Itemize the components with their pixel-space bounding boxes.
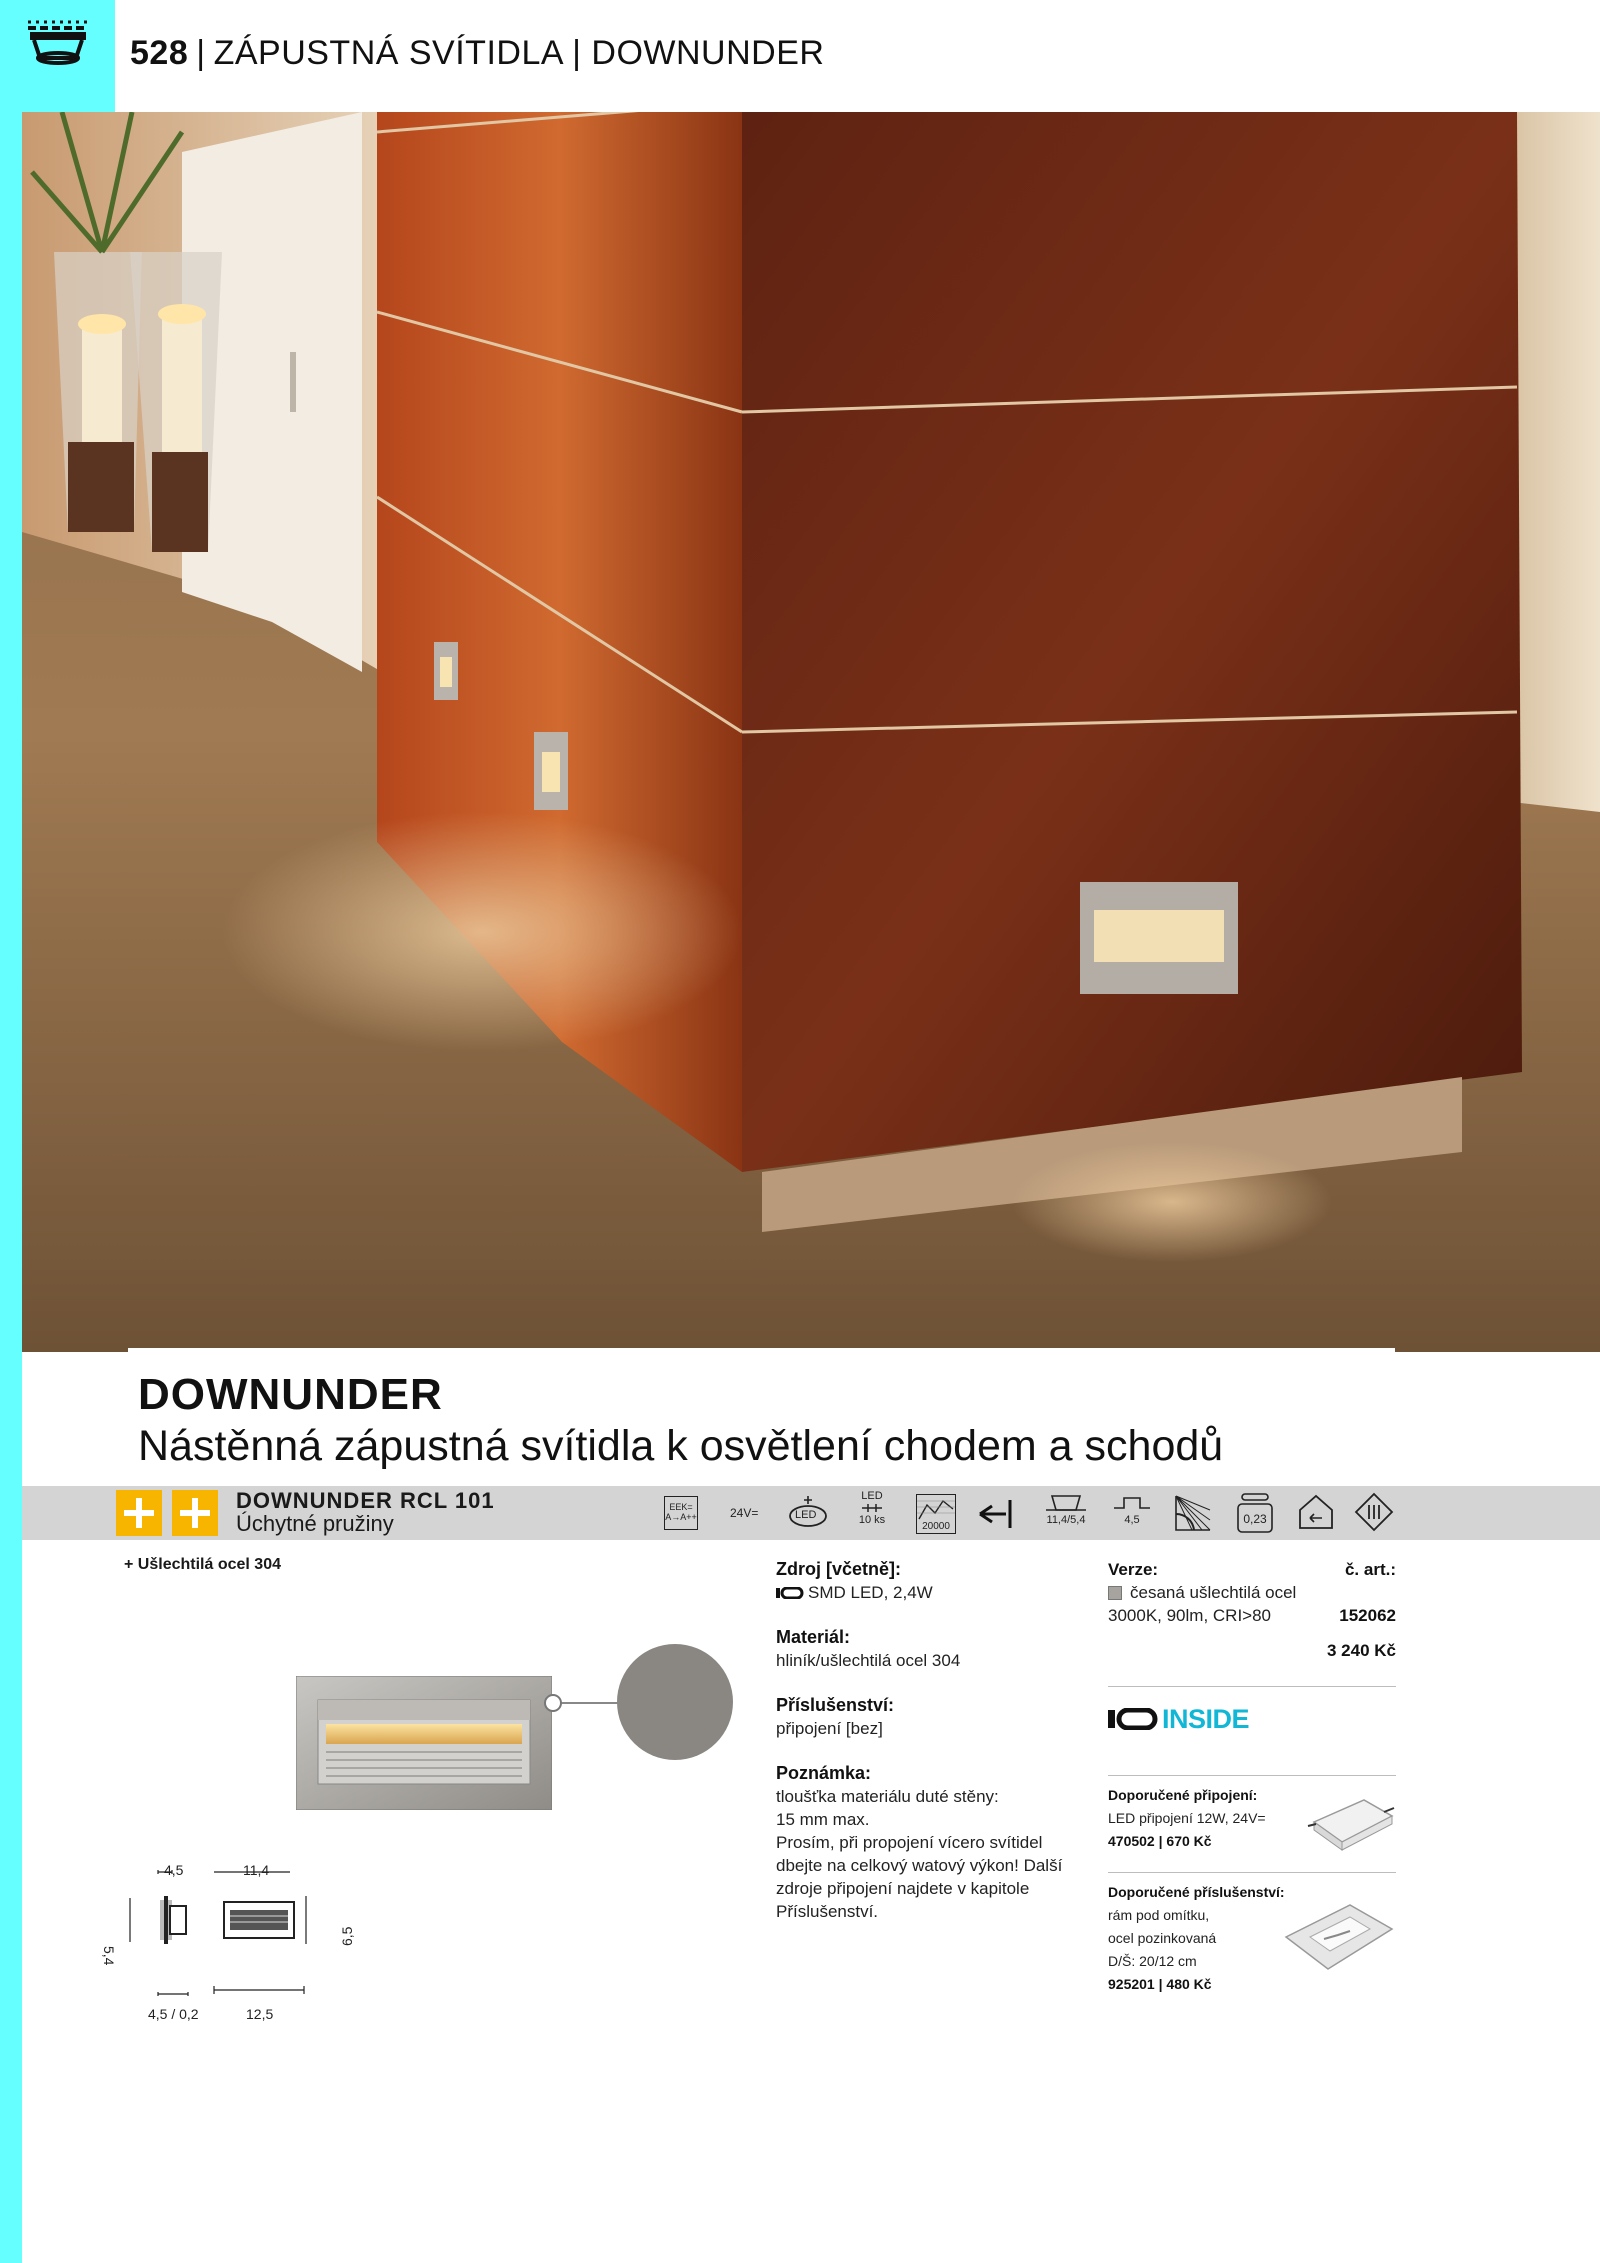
note-line: Příslušenství. (776, 1902, 879, 1921)
product-name: DOWNUNDER (138, 1370, 443, 1419)
weight-icon: 0,23 (1236, 1492, 1274, 1534)
section-title: ZÁPUSTNÁ SVÍTIDLA | DOWNUNDER (213, 34, 825, 72)
mounting-type: Úchytné pružiny (236, 1511, 394, 1536)
divider (1108, 1872, 1396, 1873)
finish-swatch (617, 1644, 733, 1760)
plus-badge-icon (116, 1490, 162, 1536)
dim-top-left: 4,5 (164, 1862, 184, 1878)
dim-right: 6,5 (339, 1926, 355, 1946)
divider (1108, 1686, 1396, 1687)
plus-badge-icon (172, 1490, 218, 1536)
accessory-line: D/Š: 20/12 cm (1108, 1953, 1197, 1969)
title-box (128, 1348, 1395, 1486)
page-edge-bar (0, 0, 22, 2263)
swatch-connector (552, 1702, 622, 1704)
mounting-depth-icon: 4,5 (1110, 1492, 1154, 1526)
variants-column (1108, 1558, 1396, 1996)
led-bulb-icon: LED (786, 1494, 830, 1532)
page-header: 528 | ZÁPUSTNÁ SVÍTIDLA | DOWNUNDER (130, 34, 825, 72)
dim-bottom-right: 12,5 (246, 2006, 274, 2022)
material-label: Materiál: (776, 1627, 851, 1647)
recessed-direction-icon (976, 1496, 1018, 1532)
note-label: Poznámka: (776, 1763, 872, 1783)
variant-specs: 3000K, 90lm, CRI>80 (1108, 1606, 1272, 1625)
model-name: DOWNUNDER RCL 101 (236, 1488, 495, 1513)
note-line: 15 mm max. (776, 1810, 870, 1829)
indoor-use-icon (1296, 1492, 1336, 1532)
connection-desc: LED připojení 12W, 24V= (1108, 1810, 1266, 1826)
source-value: SMD LED, 2,4W (808, 1583, 933, 1602)
accessory-label: Doporučené příslušenství: (1108, 1884, 1285, 1900)
led-logo-icon (1108, 1708, 1158, 1730)
connection-code: 470502 | 670 Kč (1108, 1833, 1212, 1849)
accessory-line: rám pod omítku, (1108, 1907, 1210, 1923)
note-line: dbejte na celkový watový výkon! Další (776, 1856, 1063, 1875)
note-line: zdroje připojení najdete v kapitole (776, 1879, 1030, 1898)
source-label: Zdroj [včetně]: (776, 1559, 902, 1579)
variant-finish: česaná ušlechtilá ocel (1108, 1581, 1396, 1604)
material-badge: + Ušlechtilá ocel 304 (124, 1556, 281, 1573)
led-inside-logo (1108, 1699, 1396, 1739)
section-tab (0, 0, 115, 112)
divider (1108, 1775, 1396, 1776)
swatch-pointer (544, 1694, 562, 1712)
article-number: 152062 (1339, 1606, 1396, 1625)
driver-image (1304, 1792, 1396, 1852)
accessory-code: 925201 | 480 Kč (1108, 1976, 1212, 1992)
product-image (296, 1676, 552, 1810)
details-column (776, 1558, 1066, 1945)
version-label: Verze: (1108, 1560, 1159, 1579)
accessories-label: Příslušenství: (776, 1695, 895, 1715)
beam-angle-icon (1172, 1492, 1214, 1534)
accessory-line: ocel pozinkovaná (1108, 1930, 1217, 1946)
recommended-connection (1108, 1784, 1396, 1872)
voltage-label: 24V= (730, 1506, 759, 1520)
recommended-accessory (1108, 1881, 1396, 1996)
article-label: č. art.: (1344, 1560, 1396, 1579)
dim-left: 5,4 (101, 1946, 117, 1966)
accessories-value: připojení [bez] (776, 1719, 883, 1738)
protection-class-iii-icon (1354, 1492, 1394, 1532)
page-number: 528 (130, 34, 189, 72)
plus-icon: + (124, 1556, 138, 1573)
note-line: tloušťka materiálu duté stěny: (776, 1787, 999, 1806)
led-count-icon: LED 10 ks (858, 1490, 886, 1526)
led-logo-icon (776, 1587, 804, 1599)
hero-photo (22, 112, 1600, 1352)
led-inside-text: INSIDE (1162, 1703, 1250, 1734)
material-value: hliník/ušlechtilá ocel 304 (776, 1651, 961, 1670)
energy-class-icon: EEK= A→A++ (664, 1496, 698, 1530)
lifetime-icon: 20000 (916, 1494, 956, 1534)
mounting-frame-image (1280, 1899, 1396, 1975)
price: 3 240 Kč (1327, 1641, 1396, 1660)
dim-bottom-left: 4,5 / 0,2 (148, 2006, 199, 2022)
dim-top-right: 11,4 (243, 1862, 270, 1878)
finish-swatch-square (1108, 1586, 1122, 1600)
connection-label: Doporučené připojení: (1108, 1787, 1258, 1803)
note-line: Prosím, při propojení vícero svítidel (776, 1833, 1043, 1852)
cutout-dims-icon: 11,4/5,4 (1038, 1492, 1094, 1526)
source-value-row (776, 1581, 1066, 1604)
product-subtitle: Nástěnná zápustná svítidla k osvětlení chodem a schodů (138, 1422, 1224, 1470)
recessed-light-icon (22, 18, 94, 72)
